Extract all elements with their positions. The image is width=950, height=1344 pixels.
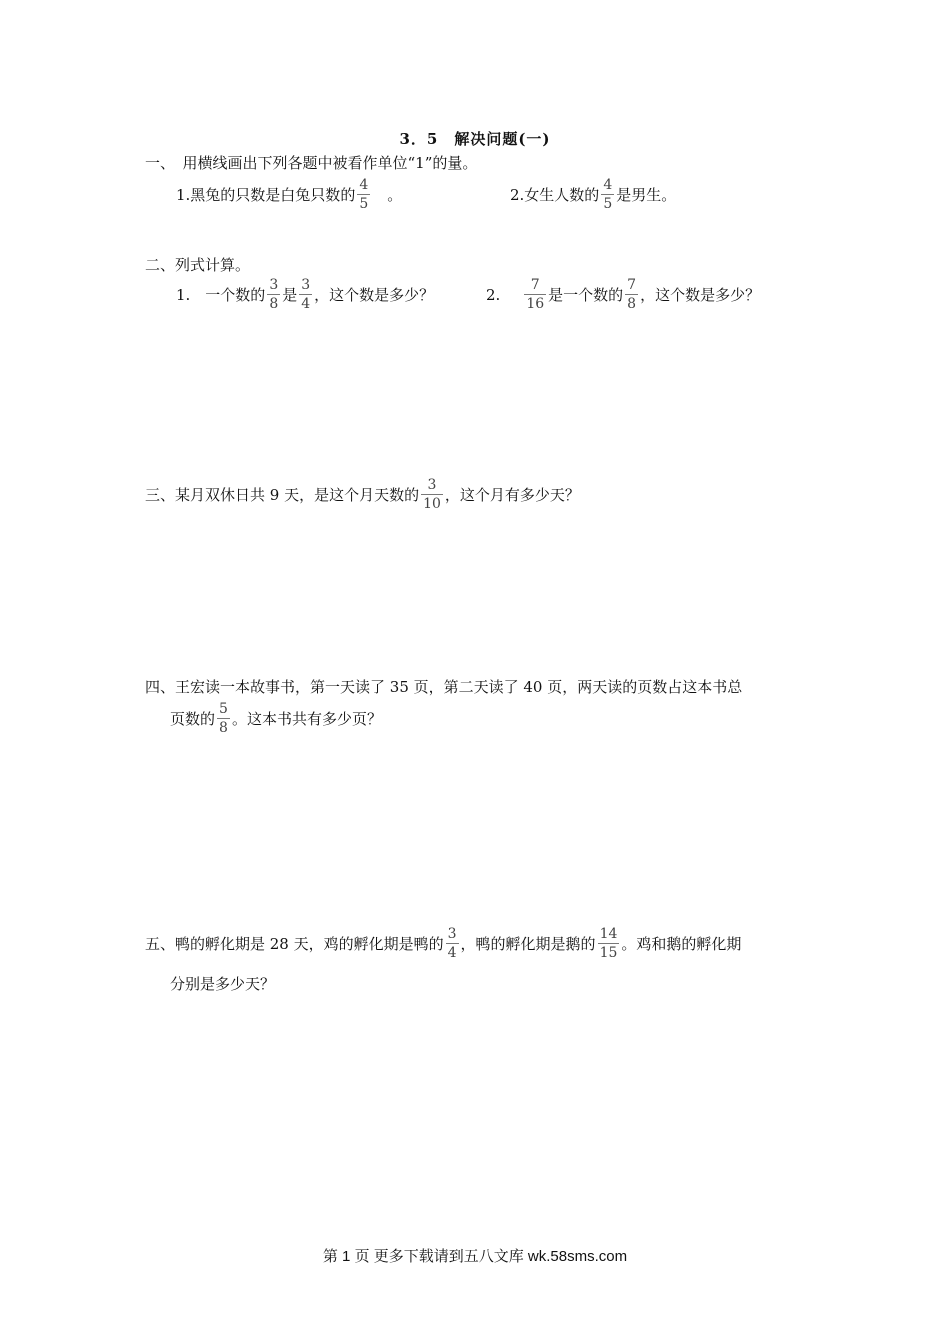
- fraction-numerator: 3: [447, 926, 457, 942]
- fraction-denominator: 5: [359, 196, 369, 212]
- section-5-line-1: [145, 927, 741, 960]
- fraction-denominator: 5: [603, 196, 613, 212]
- question-text: ，这个数是多少？: [314, 286, 435, 304]
- question-text: 2.: [486, 285, 501, 304]
- fraction-numerator: 3: [269, 277, 279, 293]
- question-text: 是男生。: [616, 186, 677, 204]
- fraction: [357, 178, 370, 211]
- section-4-line-1: 四、王宏读一本故事书，第一天读了 35 页，第二天读了 40 页，两天读的页数占这本书总: [145, 678, 743, 696]
- question-text: 五、鸭的孵化期是 28 天，鸡的孵化期是鸭的: [145, 935, 444, 953]
- page-footer: 第 1 页 更多下载请到五八文库 wk.58sms.com: [322, 1248, 628, 1265]
- fraction-numerator: 14: [599, 926, 618, 942]
- fraction: [267, 278, 280, 311]
- section-4-line-2: [170, 702, 382, 735]
- fraction-numerator: 3: [301, 277, 311, 293]
- fraction-denominator: 15: [599, 945, 618, 961]
- question-text: 1. 一个数的: [176, 286, 266, 304]
- fraction: [601, 178, 614, 211]
- fraction-denominator: 8: [269, 296, 279, 312]
- question-text: ，鸭的孵化期是鹅的: [460, 935, 596, 953]
- fraction: [217, 702, 230, 735]
- section-2-question-2: [486, 278, 760, 311]
- question-text: ，这个数是多少？: [640, 286, 761, 304]
- fraction-numerator: 7: [627, 277, 637, 293]
- fraction: [446, 927, 459, 960]
- fraction: [598, 927, 620, 960]
- section-1-heading: 一、 用横线画出下列各题中被看作单位“1”的量。: [145, 154, 478, 172]
- fraction-denominator: 8: [219, 720, 228, 736]
- fraction: [524, 278, 546, 311]
- fraction: [421, 478, 443, 511]
- fraction-denominator: 16: [526, 296, 545, 312]
- question-text: 2.女生人数的: [510, 186, 600, 204]
- question-text: 1.黑兔的只数是白兔只数的: [176, 186, 356, 204]
- question-text: 页数的: [170, 710, 216, 728]
- fraction: [625, 278, 638, 311]
- fraction-numerator: 5: [219, 701, 228, 717]
- fraction-numerator: 4: [359, 177, 369, 193]
- fraction-denominator: 10: [423, 496, 441, 512]
- question-text: 。: [372, 186, 403, 204]
- fraction-numerator: 7: [530, 277, 540, 293]
- question-text: 是一个数的: [548, 286, 624, 304]
- section-2-question-1: [176, 278, 434, 311]
- fraction-denominator: 4: [301, 296, 311, 312]
- section-2-heading: 二、列式计算。: [145, 256, 251, 274]
- fraction-numerator: 3: [427, 477, 437, 493]
- question-text: 。这本书共有多少页？: [231, 710, 382, 728]
- page-title: 3．5 解决问题(一): [399, 130, 551, 148]
- section-1-question-1: [176, 178, 402, 211]
- question-text: ，这个月有多少天？: [444, 486, 580, 504]
- fraction: [299, 278, 312, 311]
- fraction-denominator: 4: [447, 945, 457, 961]
- question-text: 三、某月双休日共 9 天，是这个月天数的: [145, 486, 420, 504]
- fraction-numerator: 4: [603, 177, 613, 193]
- section-5-line-2: 分别是多少天？: [170, 975, 276, 993]
- fraction-denominator: 8: [627, 296, 637, 312]
- question-text: 。鸡和鹅的孵化期: [621, 935, 742, 953]
- section-1-question-2: [510, 178, 676, 211]
- question-text: 是: [282, 286, 298, 304]
- section-3-question: [145, 478, 580, 511]
